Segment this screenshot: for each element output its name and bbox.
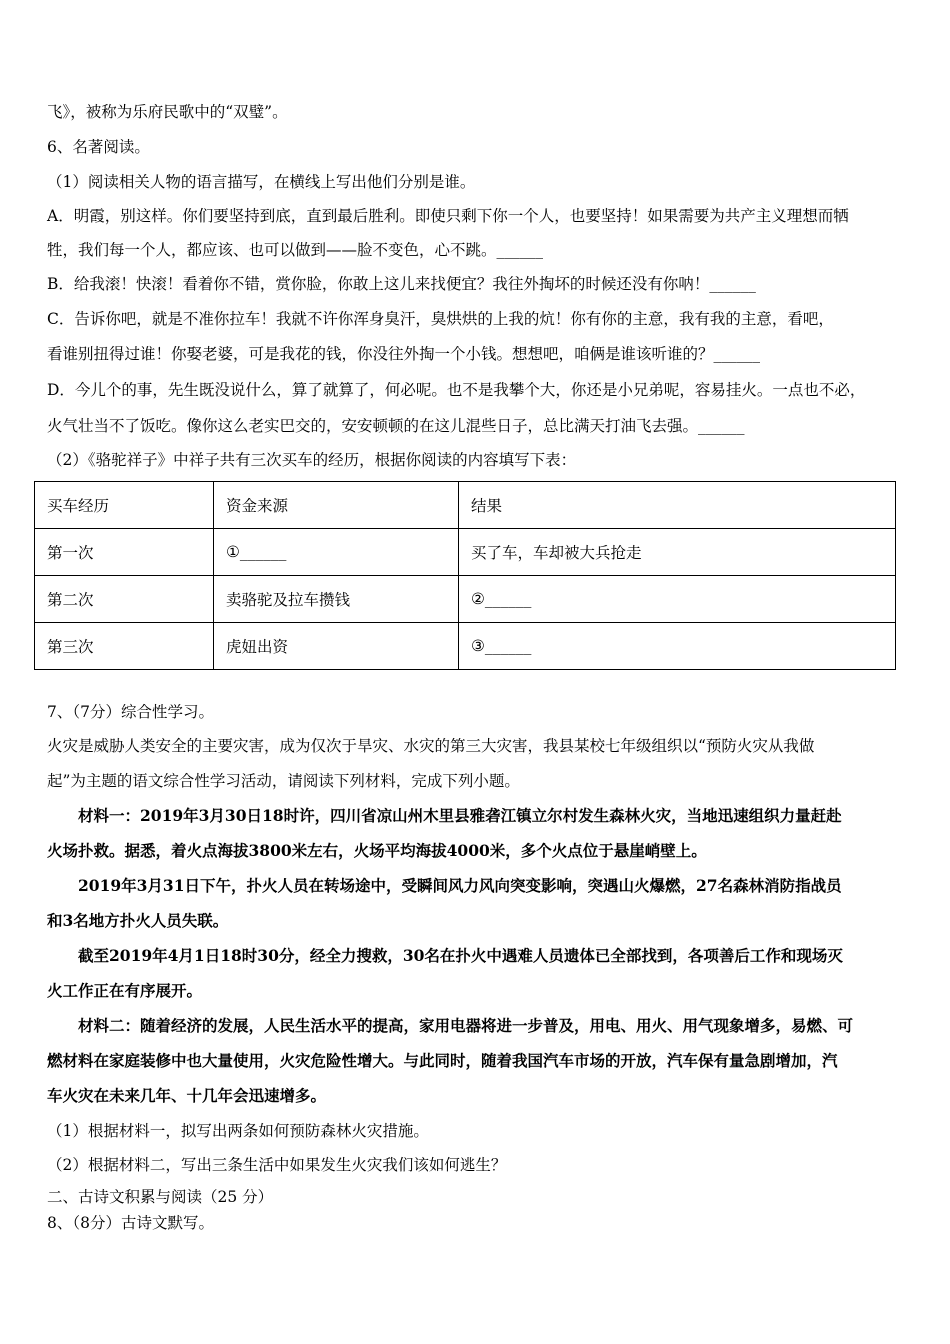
table-cell: 第二次 [35,576,214,623]
table-header-cell: 资金来源 [214,482,459,529]
table-cell: ③______ [459,623,896,670]
material-1-line2: 火场扑救。据悉，着火点海拔3800米左右，火场平均海拔4000米，多个火点位于悬崖峭壁上。 [47,841,707,860]
subquestion-2: （2）《骆驼祥子》中祥子共有三次买车的经历，根据你阅读的内容填写下表： [47,451,577,469]
text-line: 飞》，被称为乐府民歌中的“双璧”。 [47,103,288,121]
table-cell: 第三次 [35,623,214,670]
table-cell: ②______ [459,576,896,623]
material-2-line2: 燃材料在家庭装修中也大量使用，火灾危险性增大。与此同时，随着我国汽车市场的开放，汽车保有量急剧增加，汽 [47,1051,838,1070]
table-row [35,576,896,623]
table-cell: 买了车，车却被大兵抢走 [459,529,896,576]
table-row [35,529,896,576]
question-7-heading: 7、（7分）综合性学习。 [47,703,214,721]
table-header-cell: 结果 [459,482,896,529]
table-row [35,623,896,670]
option-d-line1: D．今儿个的事，先生既没说什么，算了就算了，何必呢。也不是我攀个大，你还是小兄弟呢，容易挂火。一点也不必， [47,381,866,399]
option-c-line1: C．告诉你吧，就是不准你拉车！我就不许你浑身臭汗，臭烘烘的上我的炕！你有你的主意，我有我的主意，看吧， [47,310,834,328]
table-cell: 卖骆驼及拉车攒钱 [214,576,459,623]
option-a-line1: A．明霞，别这样。你们要坚持到底，直到最后胜利。即使只剩下你一个人，也要坚持！如果需要为共产主义理想而牺 [47,207,849,225]
material-1-line5: 截至2019年4月1日18时30分，经全力搜救，30名在扑火中遇难人员遗体已全部找到，各项善后工作和现场灭 [78,946,843,965]
section-2-heading: 二、古诗文积累与阅读（25 分） [47,1188,274,1206]
material-1-line4: 和3名地方扑火人员失联。 [47,911,229,930]
table-header-row [35,482,896,529]
option-b: B．给我滚！快滚！看着你不错，赏你脸，你敢上这儿来找便宜？我往外掏坏的时候还没有你呐！______ [47,275,756,293]
q7-subquestion-2: （2）根据材料二，写出三条生活中如果发生火灾我们该如何逃生？ [47,1156,507,1174]
question-6-heading: 6、名著阅读。 [47,138,150,156]
material-1-line6: 火工作正在有序展开。 [47,981,203,1000]
option-a-line2: 牲，我们每一个人，都应该、也可以做到——脸不变色，心不跳。______ [47,241,544,259]
table-cell: 虎妞出资 [214,623,459,670]
intro-line2: 起”为主题的语文综合性学习活动，请阅读下列材料，完成下列小题。 [47,772,520,790]
table-cell: 第一次 [35,529,214,576]
intro-line1: 火灾是威胁人类安全的主要灾害，成为仅次于旱灾、水灾的第三大灾害，我县某校七年级组织以“预防火灾从我做 [47,737,815,755]
option-c-line2: 看谁别扭得过谁！你娶老婆，可是我花的钱，你没往外掏一个小钱。想想吧，咱俩是谁该听谁的？______ [47,345,761,363]
q7-subquestion-1: （1）根据材料一，拟写出两条如何预防森林火灾措施。 [47,1122,429,1140]
subquestion-1: （1）阅读相关人物的语言描写，在横线上写出他们分别是谁。 [47,173,476,191]
question-8-heading: 8、（8分）古诗文默写。 [47,1214,214,1232]
table-header-cell: 买车经历 [35,482,214,529]
material-2-line1: 材料二：随着经济的发展，人民生活水平的提高，家用电器将进一步普及，用电、用火、用气现象增多，易燃、可 [78,1016,854,1035]
table-cell: ①______ [214,529,459,576]
material-1-line1: 材料一：2019年3月30日18时许，四川省凉山州木里县雅砻江镇立尔村发生森林火灾，当地迅速组织力量赶赴 [78,806,842,825]
material-1-line3: 2019年3月31日下午，扑火人员在转场途中，受瞬间风力风向突变影响，突遇山火爆燃，27名森林消防指战员 [78,876,842,895]
option-d-line2: 火气壮当不了饭吃。像你这么老实巴交的，安安顿顿的在这儿混些日子，总比满天打油飞去强。______ [47,417,745,435]
car-purchase-table [34,481,896,670]
material-2-line3: 车火灾在未来几年、十几年会迅速增多。 [47,1086,327,1105]
